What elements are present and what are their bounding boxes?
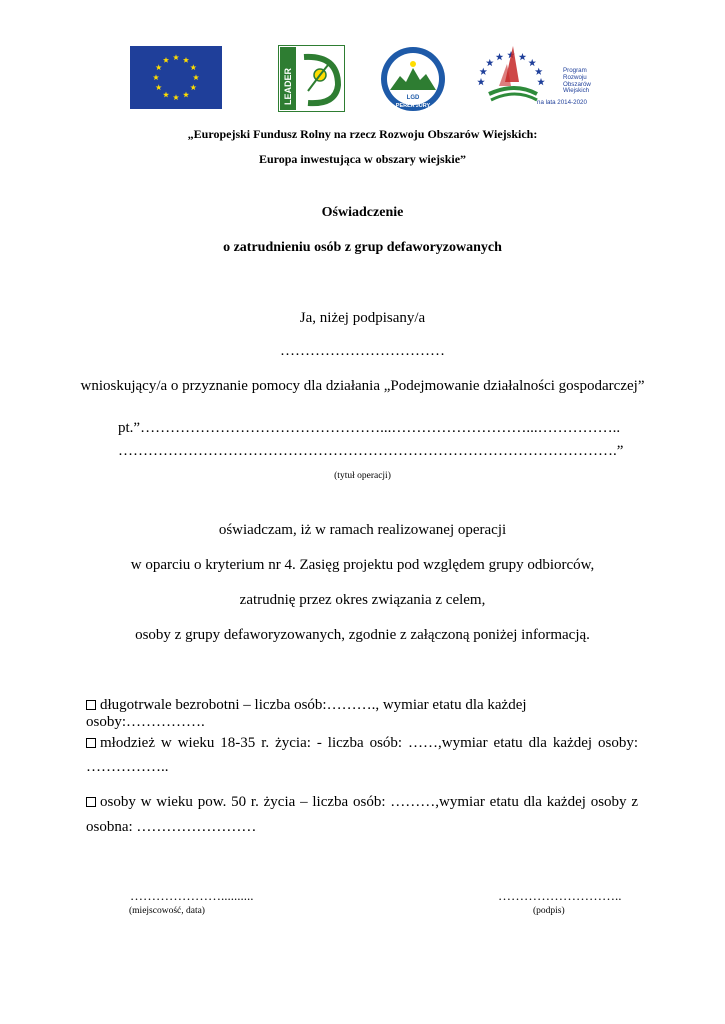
option-text: młodzież w wieku 18-35 r. życia: - liczba osób: ……,wymiar etatu dla każdej osoby: (100, 735, 638, 751)
prow-line-3: Obszarów (563, 80, 591, 88)
intro-line-2: wnioskujący/a o przyznanie pomocy dla działania „Podejmowanie działalności gospodarczej” (80, 378, 645, 394)
leader-text: LEADER (283, 67, 293, 105)
option-over-50-line-2: osobna: …………………… (86, 819, 257, 835)
leader-logo (278, 45, 345, 112)
option-text: długotrwale bezrobotni – liczba osób:………., wymiar etatu dla każdej osoby:……………. (86, 697, 527, 730)
intro-line-1: Ja, niżej podpisany/a (299, 310, 426, 326)
place-date-dots: ………………….......... (130, 888, 254, 903)
operation-title-line-2: ……………………………………………………………………………………….” (118, 443, 624, 459)
option-youth-line-2: …………….. (86, 759, 169, 775)
document-subtitle: o zatrudnieniu osób z grup defaworyzowanych (223, 240, 502, 255)
lgd-text-1: LGD (406, 95, 420, 101)
prow-label (563, 68, 591, 95)
operation-title-caption: (tytuł operacji) (334, 471, 391, 481)
option-long-term-unemployed[interactable] (86, 697, 638, 731)
option-text: osoby w wieku pow. 50 r. życia – liczba osób: ………,wymiar etatu dla każdej osoby z (100, 794, 638, 810)
declaration-line-4: osoby z grupy defaworyzowanych, zgodnie z załączoną poniżej informacją. (135, 627, 590, 643)
signature-label: (podpis) (533, 906, 565, 916)
prow-star-icon (528, 59, 536, 66)
prow-star-icon (496, 53, 504, 60)
option-youth[interactable] (86, 735, 638, 752)
eu-flag-icon (130, 46, 222, 109)
prow-line-4: Wiejskich (563, 87, 590, 95)
header-line-2: Europa inwestująca w obszary wiejskie” (258, 152, 467, 166)
prow-years: na lata 2014-2020 (537, 99, 587, 106)
prow-star-icon (479, 68, 487, 75)
checkbox-over-50[interactable] (86, 797, 96, 807)
prow-logo (475, 42, 590, 112)
prow-star-icon (535, 68, 543, 75)
document-title: Oświadczenie (321, 205, 404, 220)
lgd-text-2: PERŁA JURY (395, 103, 431, 109)
declaration-line-2: w oparciu o kryterium nr 4. Zasięg projektu pod względem grupy odbiorców, (130, 557, 595, 573)
prow-star-icon (537, 78, 545, 85)
operation-title-line-1: pt.”…………………………………………...………………………...…………….. (118, 420, 621, 436)
prow-line-2: Rozwoju (563, 73, 587, 81)
name-dots: …………………………… (280, 343, 445, 359)
declaration-line-3: zatrudnię przez okres związania z celem, (239, 592, 486, 608)
lgd-perla-jury-logo (380, 46, 446, 112)
prow-star-icon (477, 78, 485, 85)
place-date-label: (miejscowość, data) (129, 906, 205, 916)
option-over-50[interactable] (86, 794, 638, 811)
prow-star-icon (519, 53, 527, 60)
prow-star-icon (486, 59, 494, 66)
prow-line-1: Program (563, 67, 587, 74)
declaration-line-1: oświadczam, iż w ramach realizowanej operacji (218, 522, 507, 538)
checkbox-youth[interactable] (86, 738, 96, 748)
header-line-1: „Europejski Fundusz Rolny na rzecz Rozwoju Obszarów Wiejskich: (187, 127, 538, 141)
checkbox-long-term-unemployed[interactable] (86, 700, 96, 710)
signature-dots: ……………………….. (498, 888, 622, 903)
